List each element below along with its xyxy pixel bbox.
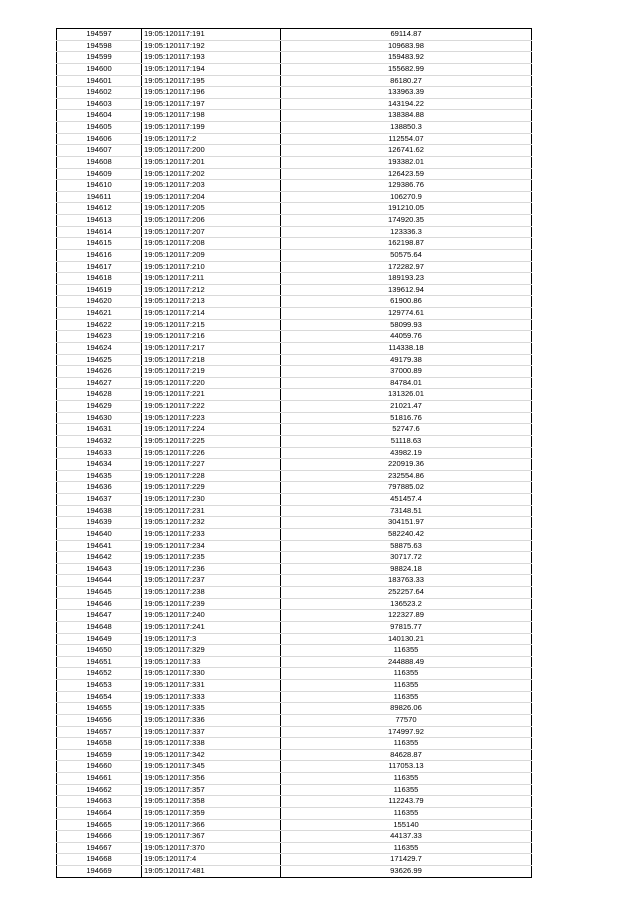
- cell-id: 194627: [57, 377, 142, 389]
- cell-timestamp: 19:05:120117:337: [142, 726, 281, 738]
- cell-amount: 116355: [281, 807, 532, 819]
- cell-timestamp: 19:05:120117:4: [142, 854, 281, 866]
- table-row: [57, 98, 532, 110]
- cell-id: 194597: [57, 29, 142, 41]
- cell-timestamp: 19:05:120117:225: [142, 435, 281, 447]
- cell-timestamp: 19:05:120117:330: [142, 668, 281, 680]
- cell-timestamp: 19:05:120117:2: [142, 133, 281, 145]
- table-row: [57, 540, 532, 552]
- table-row: [57, 296, 532, 308]
- cell-id: 194602: [57, 87, 142, 99]
- cell-timestamp: 19:05:120117:229: [142, 482, 281, 494]
- cell-id: 194663: [57, 796, 142, 808]
- cell-id: 194621: [57, 308, 142, 320]
- table-body: [57, 29, 532, 878]
- cell-amount: 21021.47: [281, 401, 532, 413]
- table-row: [57, 354, 532, 366]
- cell-id: 194643: [57, 563, 142, 575]
- cell-amount: 172282.97: [281, 261, 532, 273]
- cell-amount: 114338.18: [281, 342, 532, 354]
- cell-amount: 44137.33: [281, 831, 532, 843]
- cell-amount: 193382.01: [281, 156, 532, 168]
- cell-timestamp: 19:05:120117:366: [142, 819, 281, 831]
- cell-timestamp: 19:05:120117:215: [142, 319, 281, 331]
- table-row: [57, 122, 532, 134]
- cell-id: 194619: [57, 284, 142, 296]
- table-row: [57, 29, 532, 41]
- cell-amount: 155140: [281, 819, 532, 831]
- cell-id: 194648: [57, 621, 142, 633]
- cell-timestamp: 19:05:120117:207: [142, 226, 281, 238]
- table-row: [57, 494, 532, 506]
- table-row: [57, 796, 532, 808]
- table-row: [57, 424, 532, 436]
- cell-timestamp: 19:05:120117:208: [142, 238, 281, 250]
- data-table: [56, 28, 532, 878]
- cell-id: 194633: [57, 447, 142, 459]
- cell-id: 194654: [57, 691, 142, 703]
- cell-timestamp: 19:05:120117:232: [142, 517, 281, 529]
- cell-timestamp: 19:05:120117:231: [142, 505, 281, 517]
- cell-id: 194628: [57, 389, 142, 401]
- cell-timestamp: 19:05:120117:219: [142, 366, 281, 378]
- cell-amount: 136523.2: [281, 598, 532, 610]
- cell-timestamp: 19:05:120117:238: [142, 587, 281, 599]
- table-row: [57, 319, 532, 331]
- cell-timestamp: 19:05:120117:198: [142, 110, 281, 122]
- cell-timestamp: 19:05:120117:230: [142, 494, 281, 506]
- cell-amount: 797885.02: [281, 482, 532, 494]
- cell-timestamp: 19:05:120117:333: [142, 691, 281, 703]
- cell-id: 194635: [57, 470, 142, 482]
- table-row: [57, 238, 532, 250]
- cell-amount: 112554.07: [281, 133, 532, 145]
- cell-timestamp: 19:05:120117:192: [142, 40, 281, 52]
- cell-id: 194665: [57, 819, 142, 831]
- table-row: [57, 749, 532, 761]
- cell-timestamp: 19:05:120117:239: [142, 598, 281, 610]
- cell-amount: 106270.9: [281, 191, 532, 203]
- cell-amount: 162198.87: [281, 238, 532, 250]
- cell-timestamp: 19:05:120117:370: [142, 842, 281, 854]
- cell-amount: 123336.3: [281, 226, 532, 238]
- cell-id: 194636: [57, 482, 142, 494]
- cell-timestamp: 19:05:120117:210: [142, 261, 281, 273]
- cell-id: 194603: [57, 98, 142, 110]
- table-row: [57, 633, 532, 645]
- cell-timestamp: 19:05:120117:191: [142, 29, 281, 41]
- table-row: [57, 215, 532, 227]
- table-row: [57, 505, 532, 517]
- table-row: [57, 273, 532, 285]
- cell-timestamp: 19:05:120117:220: [142, 377, 281, 389]
- table-row: [57, 691, 532, 703]
- cell-id: 194611: [57, 191, 142, 203]
- cell-id: 194624: [57, 342, 142, 354]
- cell-timestamp: 19:05:120117:213: [142, 296, 281, 308]
- cell-amount: 189193.23: [281, 273, 532, 285]
- cell-amount: 44059.76: [281, 331, 532, 343]
- cell-amount: 116355: [281, 738, 532, 750]
- cell-id: 194642: [57, 552, 142, 564]
- cell-timestamp: 19:05:120117:331: [142, 680, 281, 692]
- cell-amount: 73148.51: [281, 505, 532, 517]
- cell-timestamp: 19:05:120117:216: [142, 331, 281, 343]
- cell-timestamp: 19:05:120117:329: [142, 645, 281, 657]
- cell-amount: 51118.63: [281, 435, 532, 447]
- table-row: [57, 168, 532, 180]
- cell-amount: 84784.01: [281, 377, 532, 389]
- cell-amount: 129386.76: [281, 180, 532, 192]
- cell-id: 194610: [57, 180, 142, 192]
- cell-id: 194620: [57, 296, 142, 308]
- cell-amount: 116355: [281, 773, 532, 785]
- cell-amount: 52747.6: [281, 424, 532, 436]
- cell-id: 194609: [57, 168, 142, 180]
- table-row: [57, 842, 532, 854]
- table-row: [57, 668, 532, 680]
- cell-amount: 93626.99: [281, 866, 532, 878]
- cell-amount: 155682.99: [281, 63, 532, 75]
- table-row: [57, 621, 532, 633]
- cell-amount: 37000.89: [281, 366, 532, 378]
- cell-timestamp: 19:05:120117:336: [142, 714, 281, 726]
- cell-amount: 69114.87: [281, 29, 532, 41]
- cell-id: 194644: [57, 575, 142, 587]
- table-row: [57, 87, 532, 99]
- cell-amount: 61900.86: [281, 296, 532, 308]
- cell-id: 194669: [57, 866, 142, 878]
- cell-amount: 138384.88: [281, 110, 532, 122]
- table-row: [57, 656, 532, 668]
- cell-id: 194660: [57, 761, 142, 773]
- cell-timestamp: 19:05:120117:33: [142, 656, 281, 668]
- cell-timestamp: 19:05:120117:204: [142, 191, 281, 203]
- cell-id: 194607: [57, 145, 142, 157]
- table-row: [57, 726, 532, 738]
- table-row: [57, 331, 532, 343]
- table-row: [57, 308, 532, 320]
- cell-amount: 126423.59: [281, 168, 532, 180]
- table-row: [57, 610, 532, 622]
- cell-id: 194599: [57, 52, 142, 64]
- table-row: [57, 145, 532, 157]
- cell-amount: 174997.92: [281, 726, 532, 738]
- cell-amount: 30717.72: [281, 552, 532, 564]
- cell-timestamp: 19:05:120117:194: [142, 63, 281, 75]
- table-row: [57, 401, 532, 413]
- cell-timestamp: 19:05:120117:217: [142, 342, 281, 354]
- table-row: [57, 389, 532, 401]
- cell-timestamp: 19:05:120117:223: [142, 412, 281, 424]
- cell-id: 194618: [57, 273, 142, 285]
- table-row: [57, 342, 532, 354]
- cell-id: 194615: [57, 238, 142, 250]
- cell-id: 194629: [57, 401, 142, 413]
- cell-timestamp: 19:05:120117:237: [142, 575, 281, 587]
- cell-id: 194658: [57, 738, 142, 750]
- cell-amount: 117053.13: [281, 761, 532, 773]
- cell-amount: 58099.93: [281, 319, 532, 331]
- cell-amount: 43982.19: [281, 447, 532, 459]
- table-row: [57, 191, 532, 203]
- table-row: [57, 761, 532, 773]
- table-row: [57, 680, 532, 692]
- table-row: [57, 645, 532, 657]
- table-row: [57, 528, 532, 540]
- cell-id: 194664: [57, 807, 142, 819]
- cell-amount: 183763.33: [281, 575, 532, 587]
- cell-timestamp: 19:05:120117:224: [142, 424, 281, 436]
- cell-id: 194659: [57, 749, 142, 761]
- cell-amount: 451457.4: [281, 494, 532, 506]
- cell-id: 194601: [57, 75, 142, 87]
- cell-amount: 116355: [281, 691, 532, 703]
- cell-amount: 129774.61: [281, 308, 532, 320]
- cell-id: 194653: [57, 680, 142, 692]
- cell-timestamp: 19:05:120117:197: [142, 98, 281, 110]
- cell-amount: 109683.98: [281, 40, 532, 52]
- cell-timestamp: 19:05:120117:214: [142, 308, 281, 320]
- table-row: [57, 459, 532, 471]
- cell-timestamp: 19:05:120117:359: [142, 807, 281, 819]
- cell-id: 194617: [57, 261, 142, 273]
- cell-id: 194634: [57, 459, 142, 471]
- cell-timestamp: 19:05:120117:233: [142, 528, 281, 540]
- cell-timestamp: 19:05:120117:221: [142, 389, 281, 401]
- cell-id: 194655: [57, 703, 142, 715]
- cell-timestamp: 19:05:120117:356: [142, 773, 281, 785]
- cell-amount: 58875.63: [281, 540, 532, 552]
- table-row: [57, 284, 532, 296]
- cell-id: 194651: [57, 656, 142, 668]
- cell-amount: 131326.01: [281, 389, 532, 401]
- table-row: [57, 703, 532, 715]
- table-row: [57, 110, 532, 122]
- cell-id: 194662: [57, 784, 142, 796]
- cell-id: 194668: [57, 854, 142, 866]
- cell-id: 194605: [57, 122, 142, 134]
- cell-id: 194667: [57, 842, 142, 854]
- cell-timestamp: 19:05:120117:236: [142, 563, 281, 575]
- cell-amount: 116355: [281, 645, 532, 657]
- cell-timestamp: 19:05:120117:199: [142, 122, 281, 134]
- cell-amount: 84628.87: [281, 749, 532, 761]
- cell-timestamp: 19:05:120117:338: [142, 738, 281, 750]
- cell-amount: 112243.79: [281, 796, 532, 808]
- table-row: [57, 563, 532, 575]
- cell-timestamp: 19:05:120117:196: [142, 87, 281, 99]
- cell-amount: 126741.62: [281, 145, 532, 157]
- cell-amount: 244888.49: [281, 656, 532, 668]
- cell-timestamp: 19:05:120117:212: [142, 284, 281, 296]
- cell-timestamp: 19:05:120117:358: [142, 796, 281, 808]
- cell-amount: 49179.38: [281, 354, 532, 366]
- cell-timestamp: 19:05:120117:222: [142, 401, 281, 413]
- cell-timestamp: 19:05:120117:228: [142, 470, 281, 482]
- cell-timestamp: 19:05:120117:3: [142, 633, 281, 645]
- cell-amount: 220919.36: [281, 459, 532, 471]
- cell-timestamp: 19:05:120117:200: [142, 145, 281, 157]
- cell-timestamp: 19:05:120117:193: [142, 52, 281, 64]
- cell-amount: 138850.3: [281, 122, 532, 134]
- cell-amount: 116355: [281, 842, 532, 854]
- cell-id: 194630: [57, 412, 142, 424]
- table-row: [57, 249, 532, 261]
- table-row: [57, 598, 532, 610]
- table-row: [57, 819, 532, 831]
- cell-id: 194641: [57, 540, 142, 552]
- cell-id: 194604: [57, 110, 142, 122]
- cell-amount: 122327.89: [281, 610, 532, 622]
- cell-id: 194598: [57, 40, 142, 52]
- cell-amount: 116355: [281, 784, 532, 796]
- cell-amount: 232554.86: [281, 470, 532, 482]
- cell-amount: 252257.64: [281, 587, 532, 599]
- cell-amount: 89826.06: [281, 703, 532, 715]
- table-row: [57, 517, 532, 529]
- cell-timestamp: 19:05:120117:203: [142, 180, 281, 192]
- cell-amount: 50575.64: [281, 249, 532, 261]
- table-row: [57, 133, 532, 145]
- table-row: [57, 552, 532, 564]
- cell-id: 194613: [57, 215, 142, 227]
- cell-amount: 140130.21: [281, 633, 532, 645]
- table-row: [57, 180, 532, 192]
- cell-id: 194616: [57, 249, 142, 261]
- table-row: [57, 854, 532, 866]
- cell-timestamp: 19:05:120117:234: [142, 540, 281, 552]
- cell-id: 194622: [57, 319, 142, 331]
- cell-timestamp: 19:05:120117:357: [142, 784, 281, 796]
- cell-id: 194638: [57, 505, 142, 517]
- cell-amount: 97815.77: [281, 621, 532, 633]
- table-row: [57, 435, 532, 447]
- cell-id: 194631: [57, 424, 142, 436]
- table-row: [57, 40, 532, 52]
- cell-amount: 191210.05: [281, 203, 532, 215]
- cell-id: 194640: [57, 528, 142, 540]
- table-row: [57, 52, 532, 64]
- cell-id: 194614: [57, 226, 142, 238]
- table-row: [57, 575, 532, 587]
- table-row: [57, 482, 532, 494]
- table-row: [57, 261, 532, 273]
- cell-id: 194625: [57, 354, 142, 366]
- cell-timestamp: 19:05:120117:235: [142, 552, 281, 564]
- cell-timestamp: 19:05:120117:240: [142, 610, 281, 622]
- table-row: [57, 807, 532, 819]
- cell-id: 194652: [57, 668, 142, 680]
- cell-id: 194623: [57, 331, 142, 343]
- cell-id: 194666: [57, 831, 142, 843]
- table-row: [57, 377, 532, 389]
- cell-timestamp: 19:05:120117:211: [142, 273, 281, 285]
- cell-amount: 139612.94: [281, 284, 532, 296]
- cell-timestamp: 19:05:120117:367: [142, 831, 281, 843]
- cell-id: 194632: [57, 435, 142, 447]
- table-row: [57, 831, 532, 843]
- table-row: [57, 75, 532, 87]
- cell-timestamp: 19:05:120117:241: [142, 621, 281, 633]
- cell-timestamp: 19:05:120117:227: [142, 459, 281, 471]
- cell-id: 194647: [57, 610, 142, 622]
- table-row: [57, 412, 532, 424]
- cell-timestamp: 19:05:120117:342: [142, 749, 281, 761]
- cell-amount: 304151.97: [281, 517, 532, 529]
- cell-timestamp: 19:05:120117:481: [142, 866, 281, 878]
- table-row: [57, 714, 532, 726]
- cell-timestamp: 19:05:120117:195: [142, 75, 281, 87]
- cell-amount: 86180.27: [281, 75, 532, 87]
- cell-timestamp: 19:05:120117:205: [142, 203, 281, 215]
- cell-amount: 143194.22: [281, 98, 532, 110]
- table-row: [57, 226, 532, 238]
- cell-timestamp: 19:05:120117:209: [142, 249, 281, 261]
- cell-amount: 98824.18: [281, 563, 532, 575]
- cell-amount: 77570: [281, 714, 532, 726]
- cell-amount: 116355: [281, 680, 532, 692]
- cell-timestamp: 19:05:120117:335: [142, 703, 281, 715]
- cell-id: 194608: [57, 156, 142, 168]
- cell-timestamp: 19:05:120117:202: [142, 168, 281, 180]
- cell-amount: 174920.35: [281, 215, 532, 227]
- table-row: [57, 366, 532, 378]
- cell-id: 194661: [57, 773, 142, 785]
- cell-id: 194645: [57, 587, 142, 599]
- cell-id: 194626: [57, 366, 142, 378]
- table-row: [57, 587, 532, 599]
- cell-id: 194600: [57, 63, 142, 75]
- cell-id: 194639: [57, 517, 142, 529]
- cell-id: 194646: [57, 598, 142, 610]
- cell-id: 194606: [57, 133, 142, 145]
- table-row: [57, 738, 532, 750]
- cell-timestamp: 19:05:120117:201: [142, 156, 281, 168]
- cell-timestamp: 19:05:120117:206: [142, 215, 281, 227]
- cell-amount: 171429.7: [281, 854, 532, 866]
- cell-timestamp: 19:05:120117:345: [142, 761, 281, 773]
- cell-amount: 133963.39: [281, 87, 532, 99]
- table-row: [57, 447, 532, 459]
- cell-timestamp: 19:05:120117:226: [142, 447, 281, 459]
- table-row: [57, 773, 532, 785]
- cell-id: 194650: [57, 645, 142, 657]
- cell-id: 194657: [57, 726, 142, 738]
- table-row: [57, 63, 532, 75]
- table-row: [57, 203, 532, 215]
- cell-amount: 582240.42: [281, 528, 532, 540]
- table-row: [57, 784, 532, 796]
- table-row: [57, 866, 532, 878]
- cell-amount: 116355: [281, 668, 532, 680]
- cell-amount: 159483.92: [281, 52, 532, 64]
- cell-id: 194649: [57, 633, 142, 645]
- cell-id: 194637: [57, 494, 142, 506]
- cell-id: 194656: [57, 714, 142, 726]
- table-row: [57, 470, 532, 482]
- table-row: [57, 156, 532, 168]
- cell-amount: 51816.76: [281, 412, 532, 424]
- cell-timestamp: 19:05:120117:218: [142, 354, 281, 366]
- cell-id: 194612: [57, 203, 142, 215]
